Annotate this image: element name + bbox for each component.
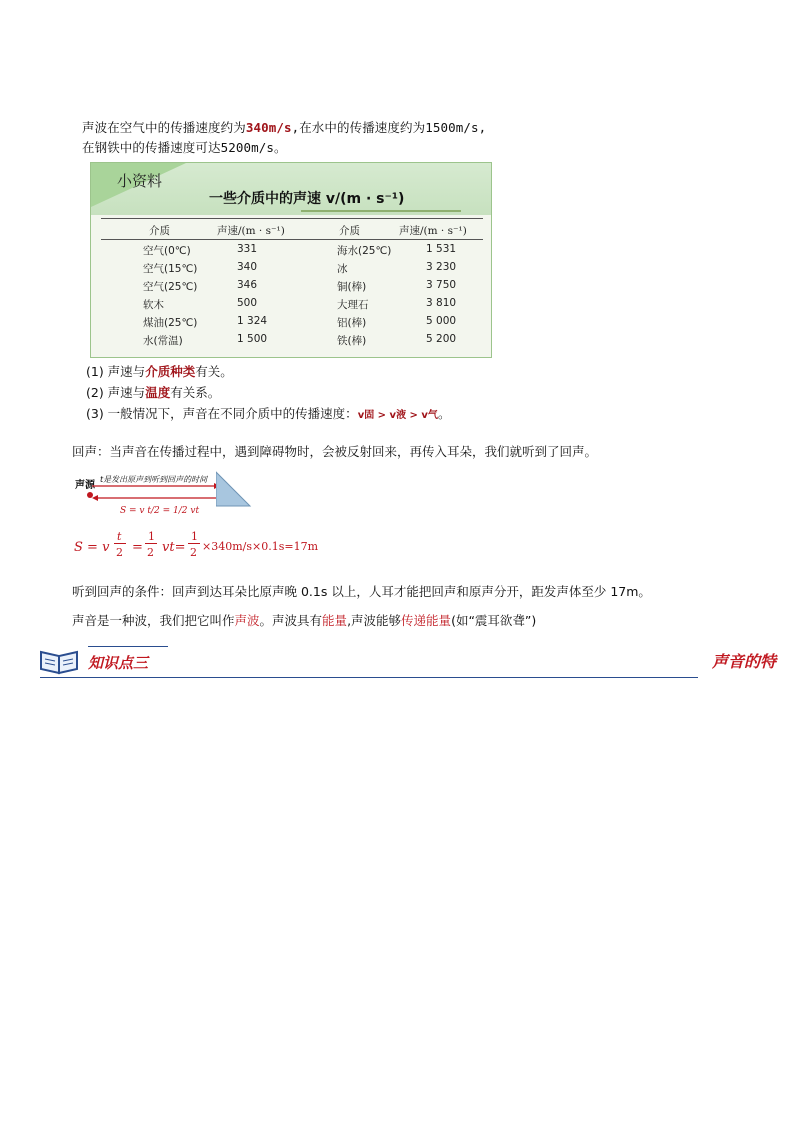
table-header-rule [101, 239, 483, 240]
conclusion-highlight: 温度 [145, 385, 171, 400]
formula-part: S = v [74, 540, 110, 555]
section-bottom-rule [40, 677, 698, 678]
conclusion-text: (1) 声速与 [86, 364, 146, 379]
table-cell: 5 000 [426, 315, 457, 327]
data-box-title: 一些介质中的声速 v/(m · s⁻¹) [209, 191, 405, 207]
intro-line-2 [82, 138, 287, 156]
wave-text: ,声波能够 [347, 613, 402, 628]
sound-wave-paragraph [72, 611, 536, 629]
wave-highlight: 声波 [234, 613, 260, 628]
wave-highlight: 传递能量 [401, 613, 452, 628]
table-cell: 空气(25℃) [143, 281, 198, 293]
intro-text: 声波在空气中的传播速度约为 [82, 120, 246, 135]
table-cell: 大理石 [337, 299, 369, 311]
table-cell: 冰 [337, 263, 348, 275]
title-underline [301, 210, 461, 212]
wave-text: (如“震耳欲聋”) [451, 613, 537, 628]
formula-numerator: 1 [191, 530, 198, 543]
formula-part: = [132, 540, 143, 555]
steel-speed-text: 在钢铁中的传播速度可达5200m/s。 [82, 140, 287, 155]
speed-order-highlight: v固 > v液 > v气 [357, 410, 438, 421]
section-title: 知识点三 [88, 654, 149, 672]
echo-diagram [72, 470, 252, 530]
table-cell: 1 500 [237, 333, 268, 345]
sound-source-label: 声源 [75, 480, 95, 491]
table-cell: 331 [237, 243, 258, 255]
formula-result: ×340m/s×0.1s=17m [202, 540, 318, 553]
section-top-rule [88, 646, 168, 647]
air-speed-highlight: 340m/s [245, 120, 292, 135]
table-cell: 煤油(25℃) [143, 317, 198, 329]
data-box-tag: 小资料 [117, 172, 163, 190]
table-cell: 空气(0℃) [143, 245, 191, 257]
table-cell: 3 810 [426, 297, 457, 309]
table-cell: 铜(棒) [337, 281, 367, 293]
table-cell: 346 [237, 279, 258, 291]
conclusion-text: 有关。 [195, 364, 233, 379]
table-cell: 铁(棒) [337, 335, 367, 347]
conclusion-1 [86, 362, 233, 380]
fraction-bar [145, 543, 157, 544]
data-box [90, 162, 492, 358]
conclusion-2 [86, 383, 220, 401]
table-cell: 水(常温) [143, 335, 183, 347]
table-cell: 500 [237, 297, 258, 309]
conclusion-3 [86, 404, 450, 422]
open-book-icon [38, 646, 82, 676]
conclusion-text: 。 [437, 406, 451, 421]
table-cell: 空气(15℃) [143, 263, 198, 275]
table-cell: 340 [237, 261, 258, 273]
table-cell: 1 324 [237, 315, 268, 327]
formula-denominator: 2 [147, 546, 154, 559]
wave-text: 。声波具有 [259, 613, 323, 628]
water-speed-text: ,在水中的传播速度约为1500m/s, [291, 120, 487, 135]
formula-denominator: 2 [190, 546, 197, 559]
table-cell: 1 531 [426, 243, 457, 255]
conclusion-text: (3) 一般情况下，声音在不同介质中的传播速度： [86, 406, 358, 421]
table-top-rule [101, 218, 483, 219]
wall-shape [216, 472, 250, 506]
intro-line-1 [82, 118, 486, 136]
formula-denominator: 2 [116, 546, 123, 559]
fraction-bar [114, 543, 126, 544]
table-header: 介质 [339, 225, 360, 237]
formula-numerator: t [117, 530, 122, 543]
table-cell: 海水(25℃) [337, 245, 392, 257]
fraction-bar [188, 543, 200, 544]
return-arrow-head [92, 495, 98, 501]
table-cell: 5 200 [426, 333, 457, 345]
diagram-caption: t是发出原声到听到回声的时间 [100, 475, 208, 484]
wave-highlight: 能量 [322, 613, 348, 628]
formula-part: vt= [162, 540, 186, 555]
conclusion-highlight: 介质种类 [145, 364, 196, 379]
formula-numerator: 1 [148, 530, 155, 543]
echo-formula [74, 530, 354, 566]
echo-definition: 回声：当声音在传播过程中，遇到障碍物时，会被反射回来，再传入耳朵，我们就听到了回声。 [72, 444, 598, 459]
section-heading-right: 声音的特 [712, 652, 777, 671]
table-cell: 软木 [143, 299, 164, 311]
table-header: 介质 [149, 225, 170, 237]
wave-text: 声音是一种波，我们把它叫作 [72, 613, 235, 628]
echo-condition: 听到回声的条件：回声到达耳朵比原声晚 0.1s 以上，人耳才能把回声和原声分开，距发声体至少 17m。 [72, 584, 651, 599]
table-cell: 3 750 [426, 279, 457, 291]
obstacle-wall [216, 470, 252, 508]
table-header: 声速/(m · s⁻¹) [399, 225, 467, 237]
conclusion-text: 有关系。 [170, 385, 221, 400]
table-cell: 铝(棒) [337, 317, 367, 329]
conclusion-text: (2) 声速与 [86, 385, 146, 400]
table-cell: 3 230 [426, 261, 457, 273]
diagram-formula: S = v t/2 = 1/2 vt [120, 506, 200, 516]
table-header: 声速/(m · s⁻¹) [217, 225, 285, 237]
